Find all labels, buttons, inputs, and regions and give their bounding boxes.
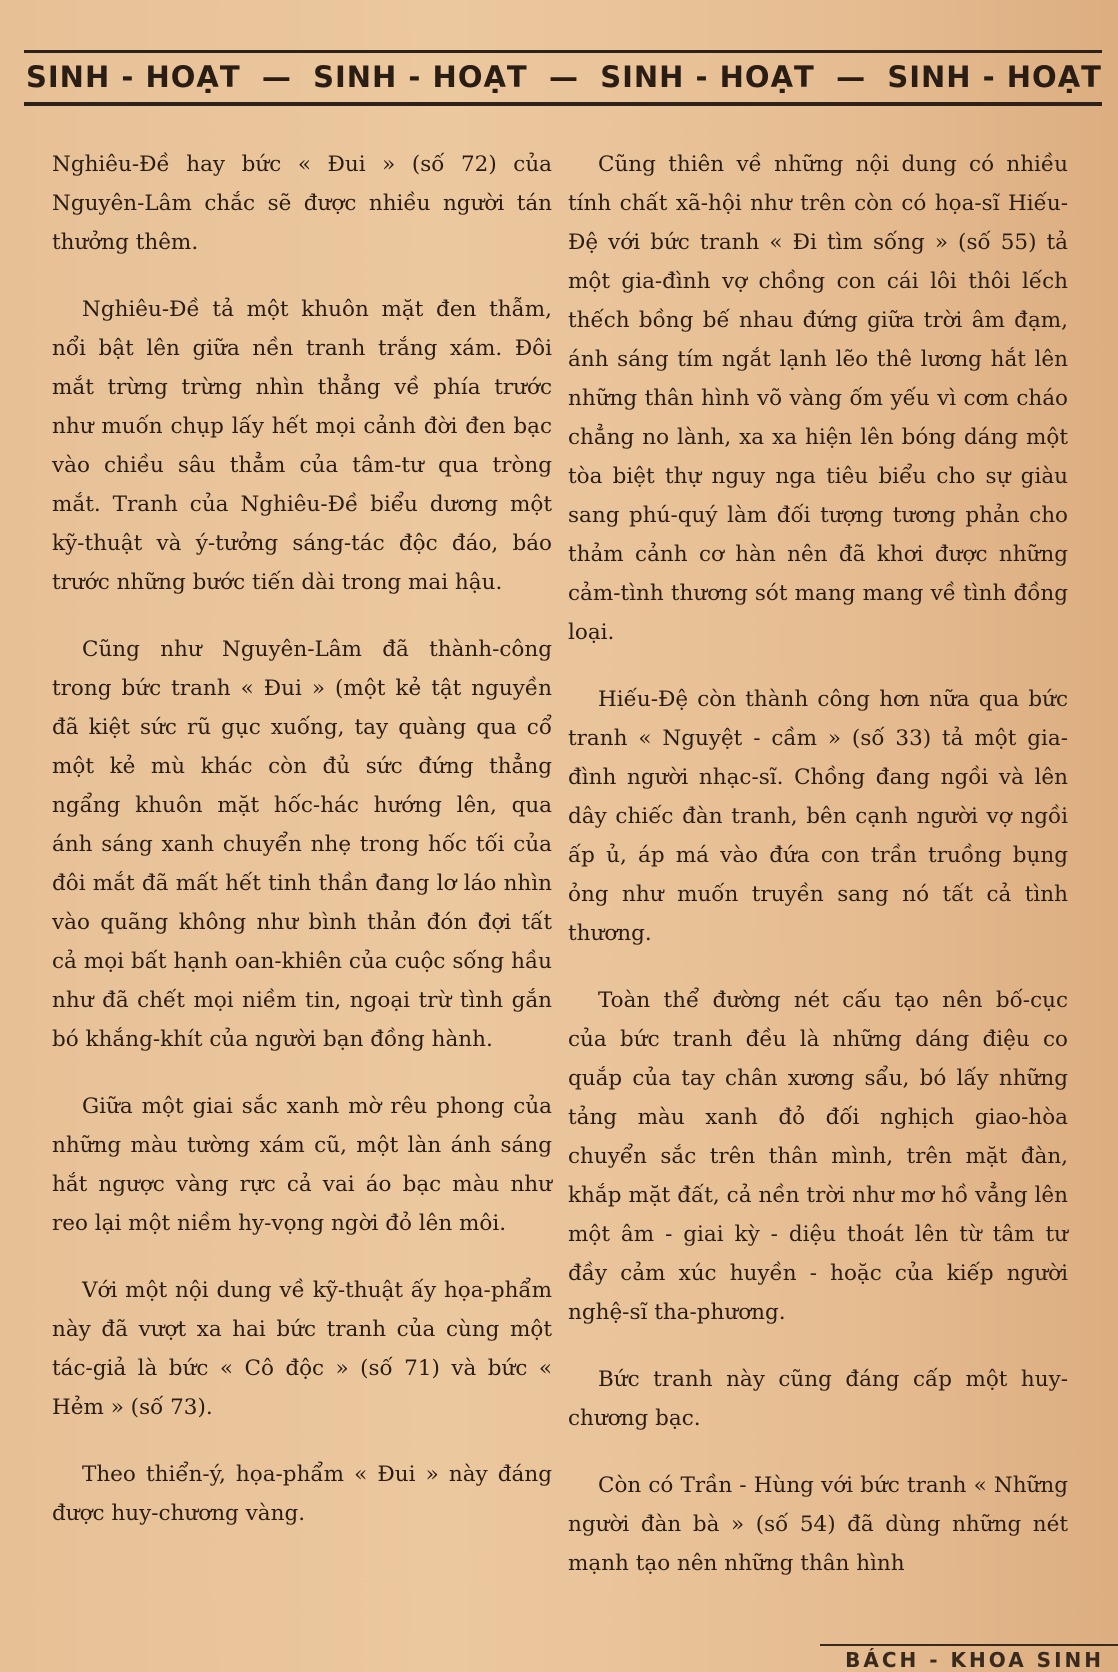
header-item: SINH - HOẠT: [26, 60, 241, 94]
paragraph: Theo thiển-ý, họa-phẩm « Đui » này đáng được huy-chương vàng.: [52, 1462, 552, 1526]
paragraph: Nghiêu-Đề tả một khuôn mặt đen thẫm, nổi bật lên giữa nền tranh trắng xám. Đôi mắt trừng trừng nhìn thẳng về phía trước như muốn chụp lấy hết mọi cảnh đời đen bạc vào chiều sâu thẳm của tâm-tư qua tròng mắt. Tranh của Nghiêu-Đề biểu dương một kỹ-thuật và ý-tưởng sáng-tác độc đáo, báo trước những bước tiến dài trong mai hậu.: [52, 297, 552, 595]
paragraph: Cũng như Nguyên-Lâm đã thành-công trong bức tranh « Đui » (một kẻ tật nguyền đã kiệt sức rũ gục xuống, tay quàng qua cổ một kẻ mù khác còn đủ sức đứng thẳng ngẩng khuôn mặt hốc-hác hướng lên, qua ánh sáng xanh chuyển nhẹ trong hốc tối của đôi mắt đã mất hết tinh thần đang lơ láo nhìn vào quãng không như bình thản đón đợi tất cả mọi bất hạnh oan-khiên của cuộc sống hầu như đã chết mọi niềm tin, ngoại trừ tình gắn bó khắng-khít của người bạn đồng hành.: [52, 637, 552, 1052]
header-item: SINH - HOẠT: [600, 60, 815, 94]
left-column: [52, 145, 552, 1561]
header-item: SINH - HOẠT: [313, 60, 528, 94]
header-top-rule: [24, 50, 1102, 53]
footer-running-title: BÁCH - KHOA SINH: [845, 1648, 1104, 1672]
header-dash: —: [548, 60, 579, 94]
header-bottom-rule: [24, 102, 1102, 106]
paragraph: Toàn thể đường nét cấu tạo nên bố-cục của bức tranh đều là những dáng điệu co quắp của tay chân xương sẩu, bó lấy những tảng màu xanh đỏ đối nghịch giao-hòa chuyển sắc trên thân mình, trên mặt đàn, khắp mặt đất, cả nền trời như mơ hồ vẳng lên một âm - giai kỳ - diệu thoát lên từ tâm tư đầy cảm xúc huyền - hoặc của kiếp người nghệ-sĩ tha-phương.: [568, 988, 1068, 1325]
paragraph: Còn có Trần - Hùng với bức tranh « Những người đàn bà » (số 54) đã dùng những nét mạnh tạo nên những thân hình: [568, 1473, 1068, 1576]
right-column: [568, 145, 1068, 1611]
header-item: SINH - HOẠT: [887, 60, 1102, 94]
header-dash: —: [261, 60, 292, 94]
paragraph: Với một nội dung về kỹ-thuật ấy họa-phẩm này đã vượt xa hai bức tranh của cùng một tác-giả là bức « Cô độc » (số 71) và bức « Hẻm » (số 73).: [52, 1278, 552, 1420]
paragraph: Hiếu-Đệ còn thành công hơn nữa qua bức tranh « Nguyệt - cầm » (số 33) tả một gia-đình người nhạc-sĩ. Chồng đang ngồi và lên dây chiếc đàn tranh, bên cạnh người vợ ngồi ấp ủ, áp má vào đứa con trần truồng bụng ỏng như muốn truyền sang nó tất cả tình thương.: [568, 687, 1068, 946]
paragraph: Bức tranh này cũng đáng cấp một huy-chương bạc.: [568, 1367, 1068, 1431]
header-text: [26, 54, 1102, 100]
footer-rule: [820, 1644, 1118, 1646]
paragraph: Giữa một giai sắc xanh mờ rêu phong của những màu tường xám cũ, một làn ánh sáng hắt ngược vàng rực cả vai áo bạc màu như reo lại một niềm hy-vọng ngời đỏ lên môi.: [52, 1094, 552, 1236]
paragraph: Cũng thiên về những nội dung có nhiều tính chất xã-hội như trên còn có họa-sĩ Hiếu-Đệ với bức tranh « Đi tìm sống » (số 55) tả một gia-đình vợ chồng con cái lôi thôi lếch thếch bồng bế nhau đứng giữa trời âm đạm, ánh sáng tím ngắt lạnh lẽo thê lương hắt lên những thân hình võ vàng ốm yếu vì cơm cháo chẳng no lành, xa xa hiện lên bóng dáng một tòa biệt thự nguy nga tiêu biểu cho sự giàu sang phú-quý làm đối tượng tương phản cho thảm cảnh cơ hàn nên đã khơi được những cảm-tình thương sót mang mang về tình đồng loại.: [568, 152, 1068, 645]
section-header: [24, 42, 1102, 110]
header-dash: —: [836, 60, 867, 94]
paragraph: Nghiêu-Đề hay bức « Đui » (số 72) của Nguyên-Lâm chắc sẽ được nhiều người tán thưởng thêm.: [52, 152, 552, 255]
